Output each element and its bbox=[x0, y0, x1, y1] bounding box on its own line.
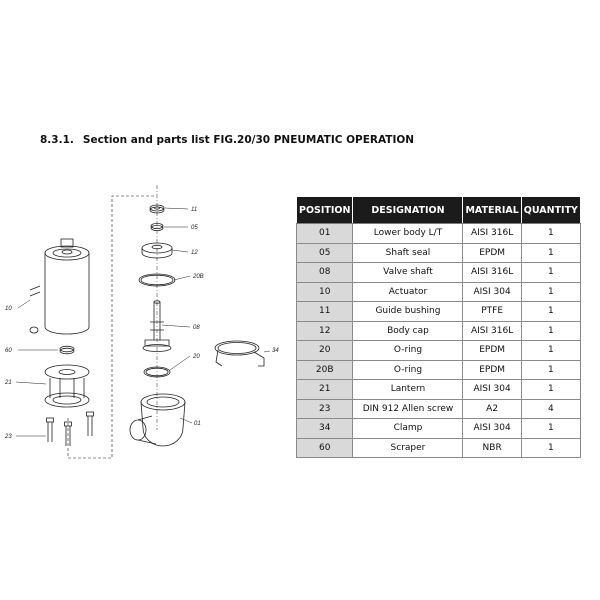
callout-01: 01 bbox=[194, 421, 201, 427]
table-row bbox=[297, 399, 581, 419]
quantity-cell: 1 bbox=[521, 419, 580, 439]
table-header-row bbox=[297, 197, 581, 224]
section-title: Section and parts list FIG.20/30 PNEUMATIC OPERATION bbox=[82, 134, 415, 146]
material-cell: AISI 316L bbox=[463, 224, 521, 244]
material-cell: NBR bbox=[463, 438, 521, 458]
designation-cell: Actuator bbox=[353, 282, 463, 302]
table-row bbox=[297, 321, 581, 341]
callout-10: 10 bbox=[5, 306, 12, 312]
section-number: 8.3.1. bbox=[40, 134, 74, 146]
quantity-cell: 4 bbox=[521, 399, 580, 419]
designation-cell: Body cap bbox=[353, 321, 463, 341]
position-cell: 23 bbox=[297, 399, 353, 419]
table-row bbox=[297, 380, 581, 400]
material-cell: EPDM bbox=[463, 243, 521, 263]
position-cell: 10 bbox=[297, 282, 353, 302]
material-cell: EPDM bbox=[463, 360, 521, 380]
table-row bbox=[297, 438, 581, 458]
designation-cell: O-ring bbox=[353, 360, 463, 380]
col-header-position: POSITION bbox=[297, 197, 353, 224]
callout-05: 05 bbox=[191, 225, 198, 231]
designation-cell: Clamp bbox=[353, 419, 463, 439]
designation-cell: Guide bushing bbox=[353, 302, 463, 322]
section-heading bbox=[40, 134, 414, 146]
callout-23: 23 bbox=[5, 434, 12, 440]
designation-cell: O-ring bbox=[353, 341, 463, 361]
position-cell: 20 bbox=[297, 341, 353, 361]
designation-cell: Valve shaft bbox=[353, 263, 463, 283]
col-header-material: MATERIAL bbox=[463, 197, 521, 224]
table-row bbox=[297, 263, 581, 283]
table-row bbox=[297, 419, 581, 439]
parts-table bbox=[296, 196, 581, 458]
position-cell: 21 bbox=[297, 380, 353, 400]
quantity-cell: 1 bbox=[521, 321, 580, 341]
callout-21: 21 bbox=[5, 380, 12, 386]
part-lower-body bbox=[130, 394, 185, 446]
callout-20b: 20B bbox=[193, 274, 204, 280]
position-cell: 60 bbox=[297, 438, 353, 458]
material-cell: AISI 316L bbox=[463, 263, 521, 283]
position-cell: 11 bbox=[297, 302, 353, 322]
position-cell: 12 bbox=[297, 321, 353, 341]
part-lantern bbox=[45, 365, 89, 407]
col-header-quantity: QUANTITY bbox=[521, 197, 580, 224]
quantity-cell: 1 bbox=[521, 341, 580, 361]
part-clamp bbox=[215, 341, 264, 366]
col-header-designation: DESIGNATION bbox=[353, 197, 463, 224]
table-row bbox=[297, 224, 581, 244]
position-cell: 05 bbox=[297, 243, 353, 263]
quantity-cell: 1 bbox=[521, 224, 580, 244]
callout-11: 11 bbox=[191, 207, 198, 213]
quantity-cell: 1 bbox=[521, 263, 580, 283]
designation-cell: Lantern bbox=[353, 380, 463, 400]
material-cell: AISI 304 bbox=[463, 282, 521, 302]
position-cell: 08 bbox=[297, 263, 353, 283]
designation-cell: Lower body L/T bbox=[353, 224, 463, 244]
exploded-view-drawing bbox=[0, 180, 290, 470]
quantity-cell: 1 bbox=[521, 302, 580, 322]
table-row bbox=[297, 282, 581, 302]
quantity-cell: 1 bbox=[521, 360, 580, 380]
part-screws bbox=[47, 412, 94, 446]
designation-cell: DIN 912 Allen screw bbox=[353, 399, 463, 419]
callout-34: 34 bbox=[272, 348, 279, 354]
quantity-cell: 1 bbox=[521, 243, 580, 263]
callout-60: 60 bbox=[5, 348, 12, 354]
material-cell: EPDM bbox=[463, 341, 521, 361]
material-cell: PTFE bbox=[463, 302, 521, 322]
quantity-cell: 1 bbox=[521, 282, 580, 302]
position-cell: 34 bbox=[297, 419, 353, 439]
position-cell: 01 bbox=[297, 224, 353, 244]
quantity-cell: 1 bbox=[521, 380, 580, 400]
table-row bbox=[297, 243, 581, 263]
callout-12: 12 bbox=[191, 250, 198, 256]
position-cell: 20B bbox=[297, 360, 353, 380]
table-row bbox=[297, 302, 581, 322]
designation-cell: Shaft seal bbox=[353, 243, 463, 263]
part-scraper bbox=[60, 346, 74, 354]
quantity-cell: 1 bbox=[521, 438, 580, 458]
table-body bbox=[297, 224, 581, 458]
material-cell: AISI 304 bbox=[463, 380, 521, 400]
part-actuator bbox=[30, 239, 89, 334]
material-cell: AISI 304 bbox=[463, 419, 521, 439]
material-cell: A2 bbox=[463, 399, 521, 419]
material-cell: AISI 316L bbox=[463, 321, 521, 341]
designation-cell: Scraper bbox=[353, 438, 463, 458]
callout-20: 20 bbox=[193, 354, 200, 360]
callout-08: 08 bbox=[193, 325, 200, 331]
table-row bbox=[297, 360, 581, 380]
table-row bbox=[297, 341, 581, 361]
